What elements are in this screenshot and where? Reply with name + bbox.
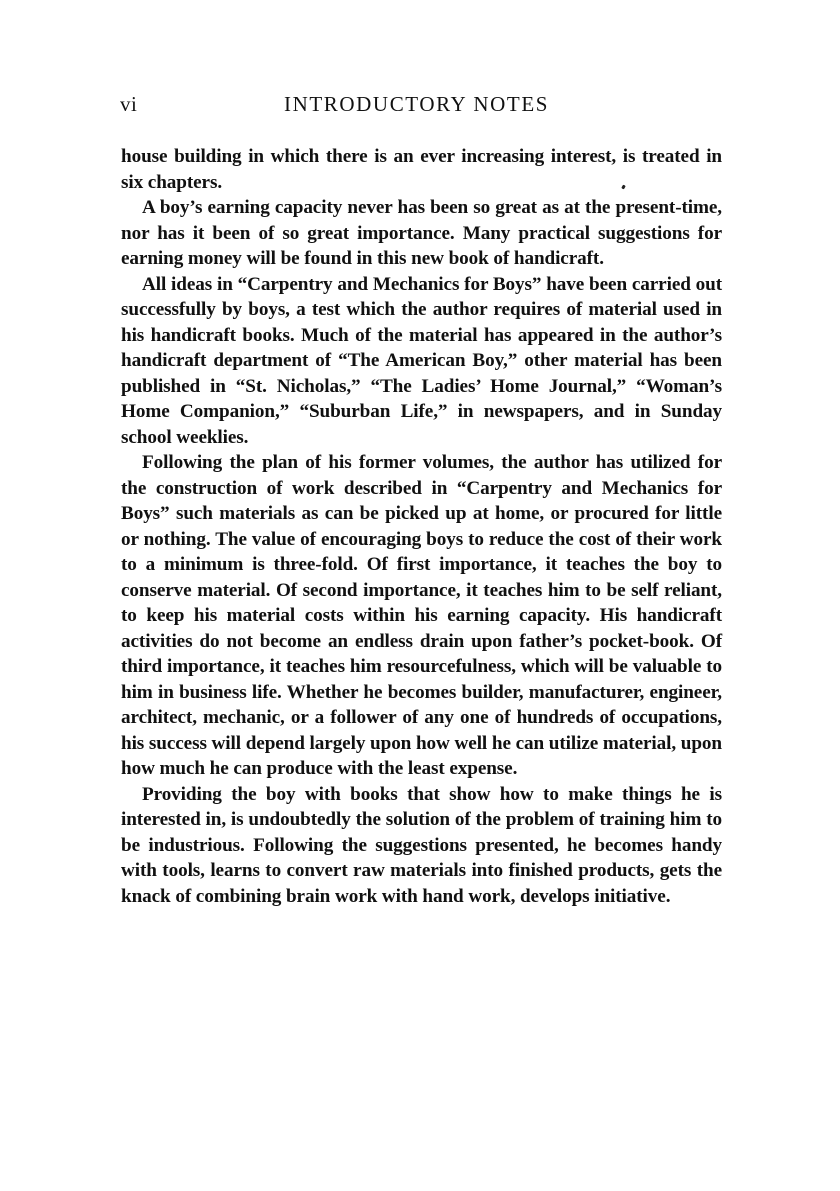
running-head (120, 92, 720, 122)
paragraph-ideas-tested: All ideas in “Carpentry and Mechanics for Boys” have been carried out successfully by boys, a test which the author requires of material used in his handicraft books. Much of the material has appeared in the author’s handicraft department of “The American Boy,” other material has been published in “St. Nicholas,” “The Ladies’ Home Journal,” “Woman’s Home Companion,” “Suburban Life,” in newspapers, and in Sunday school weeklies. (121, 273, 722, 448)
paragraph-continuation: house building in which there is an ever increasing interest, is treated in six chapters. (121, 146, 722, 193)
paragraph-materials: Following the plan of his former volumes, the author has utilized for the construction of work described in “Carpentry and Mechanics for Boys” such materials as can be picked up at home, or procured for little or nothing. The value of encouraging boys to reduce the cost of their work to a minimum is three-fold. Of first importance, it teaches the boy to conserve material. Of second importance, it teaches him to be self reliant, to keep his material costs within his earning capacity. His handicraft activities do not become an endless drain upon father’s pocket-book. Of third importance, it teaches him resourcefulness, which will be valuable to him in business life. Whether he becomes builder, manufacturer, engineer, architect, mechanic, or a follower of any one of hundreds of occupations, his success will depend largely upon how well he can utilize material, upon how much he can produce with the least expense. (121, 452, 722, 779)
body-text (121, 144, 722, 909)
running-title: INTRODUCTORY NOTES (284, 92, 550, 116)
paragraph-earning-capacity: A boy’s earning capacity never has been so great as at the present-time, nor has it been of so great importance. Many practical suggestions for earning money will be found in this new book of handicraft. (121, 197, 722, 269)
paragraph-training: Providing the boy with books that show how to make things he is interested in, is undoubtedly the solution of the problem of training him to be industrious. Following the suggestions presented, he becomes handy with tools, learns to convert raw materials into finished products, gets the knack of combining brain work with hand work, develops initiative. (121, 783, 722, 907)
page-number: vi (120, 92, 138, 116)
